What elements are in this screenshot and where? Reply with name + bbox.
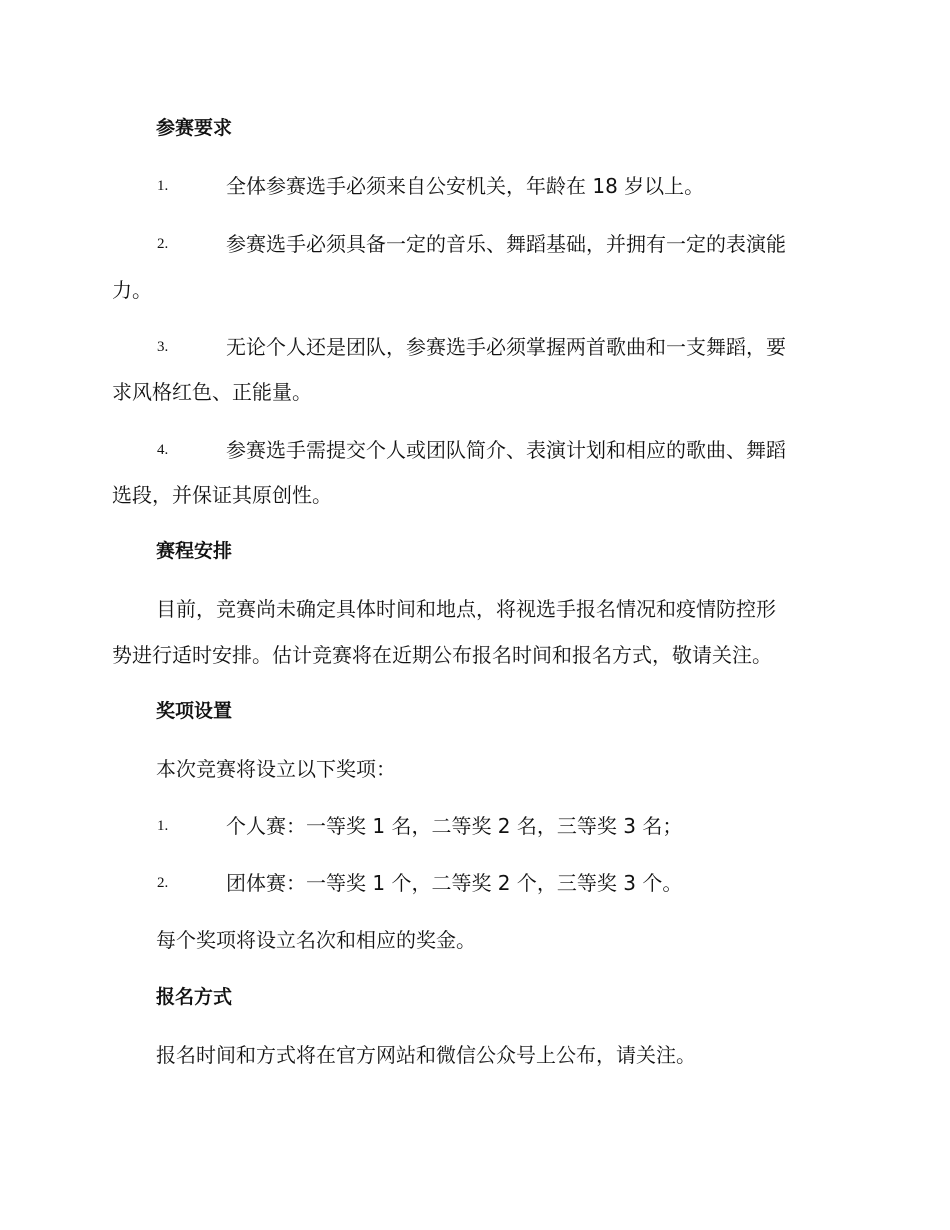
list-item-text: 个人赛：一等奖 1 名，二等奖 2 名，三等奖 3 名；: [226, 814, 683, 838]
list-item-text: 参赛选手需提交个人或团队简介、表演计划和相应的歌曲、舞蹈: [226, 438, 786, 462]
list-number: 1.: [157, 818, 169, 834]
list-item-text: 团体赛：一等奖 1 个，二等奖 2 个，三等奖 3 个。: [226, 871, 683, 895]
list-item-text: 全体参赛选手必须来自公安机关，年龄在 18 岁以上。: [226, 174, 705, 198]
list-number: 1.: [157, 178, 169, 194]
list-number: 2.: [157, 875, 169, 891]
list-number: 3.: [157, 339, 169, 355]
paragraph-line: 报名时间和方式将在官方网站和微信公众号上公布，请关注。: [156, 1043, 696, 1067]
list-item-text: 参赛选手必须具备一定的音乐、舞蹈基础，并拥有一定的表演能: [226, 232, 786, 256]
list-item-continuation: 求风格红色、正能量。: [112, 380, 312, 404]
paragraph-line: 每个奖项将设立名次和相应的奖金。: [156, 928, 476, 952]
list-item-continuation: 力。: [112, 278, 152, 302]
list-number: 2.: [157, 236, 169, 252]
paragraph-line: 目前，竞赛尚未确定具体时间和地点，将视选手报名情况和疫情防控形: [156, 597, 776, 621]
section-heading-awards: 奖项设置: [156, 700, 233, 722]
list-item-continuation: 选段，并保证其原创性。: [112, 483, 332, 507]
list-number: 4.: [157, 442, 169, 458]
section-heading-requirements: 参赛要求: [156, 117, 233, 139]
list-item-text: 无论个人还是团队，参赛选手必须掌握两首歌曲和一支舞蹈，要: [226, 335, 786, 359]
section-heading-registration: 报名方式: [156, 986, 233, 1008]
section-heading-schedule: 赛程安排: [156, 540, 233, 562]
paragraph-line: 本次竞赛将设立以下奖项：: [156, 757, 396, 781]
paragraph-line: 势进行适时安排。估计竞赛将在近期公布报名时间和报名方式，敬请关注。: [112, 643, 772, 667]
